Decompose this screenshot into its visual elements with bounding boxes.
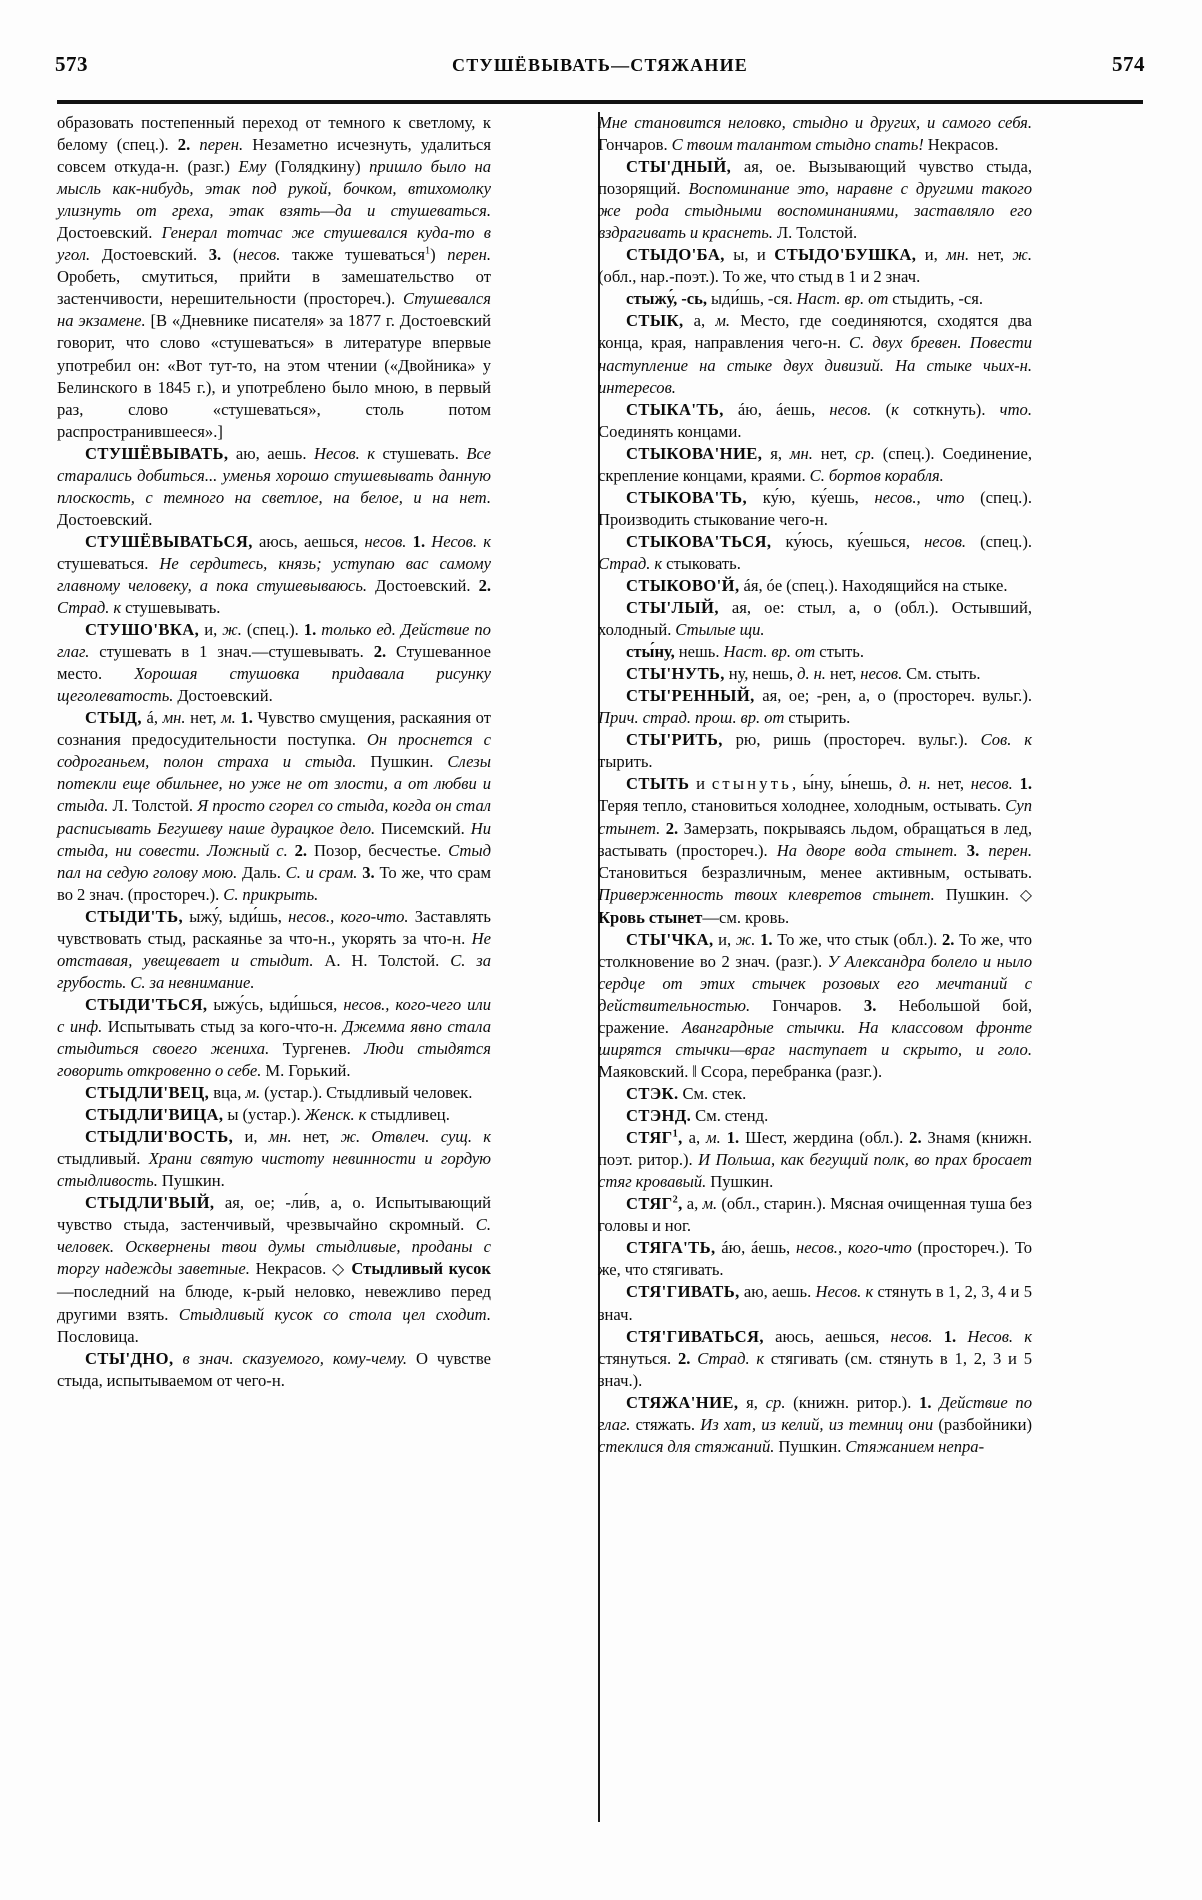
dictionary-entry: СТЯЖА'НИЕ, я, ср. (книжн. ритор.). 1. Действие по глаг. стяжать. Из хат, из келий, из темниц они (разбойники) стеклися для стяжаний. Пушкин. Стяжанием непра- <box>598 1392 1033 1456</box>
dictionary-entry: СТУШО'ВКА, и, ж. (спец.). 1. только ед. Действие по глаг. стушевать в 1 знач.—стушевывать. 2. Стушеванное место. Хорошая стушовка придавала рисунку щеголеватость. Достоевский. <box>57 620 492 706</box>
right-column <box>598 112 1032 1837</box>
dictionary-entry: сты́ну, нешь. Наст. вр. от стыть. <box>626 642 864 662</box>
dictionary-entry: СТУШЁВЫВАТЬ, аю, аешь. Несов. к стушевать. Все старались добиться... уменья хорошо стушевывать данную плоскость, с темного на светлое, на белое, и на нет. Достоевский. <box>57 443 491 529</box>
dictionary-entry: СТЫДЛИ'ВОСТЬ, и, мн. нет, ж. Отвлеч. сущ. к стыдливый. Храни святую чистоту невинности и гордую стыдливость. Пушкин. <box>57 1127 491 1191</box>
dictionary-entry: СТЫД, á, мн. нет, м. 1. Чувство смущения, раскаяния от сознания предосудительности поступка. Он проснется с содроганьем, полон страха и стыда. Пушкин. Слезы потекли еще обильнее, но уже не от злости, а от любви и стыда. Л. Толстой. Я просто сгорел со стыда, когда он стал расписывать Бегушеву наше дурацкое дело. Писемский. Ни стыда, ни совести. Ложный с. 2. Позор, бесчестье. Стыд пал на седую голову мою. Даль. С. и срам. 3. То же, что срам во 2 знач. (простореч.). С. прикрыть. <box>57 708 492 904</box>
dictionary-entry: СТЫК, а, м. Место, где соединяются, сходятся два конца, края, направления чего-н. С. двух бревен. Повести наступление на стыке двух дивизий. На стыке чьих-н. интересов. <box>598 311 1032 397</box>
dictionary-entry: СТЫ'ДНЫЙ, ая, ое. Вызывающий чувство стыда, позорящий. Воспоминание это, наравне с другими такого же рода стыдными воспоминаниями, заставляло его вздрагивать и краснеть. Л. Толстой. <box>598 157 1032 243</box>
dictionary-entry: СТЫДЛИ'ВЕЦ, вца, м. (устар.). Стыдливый человек. <box>85 1083 473 1103</box>
dictionary-entry: СТЫДИ'ТЬ, ыжу́, ыди́шь, несов., кого-что. Заставлять чувствовать стыд, раскаянье за что-н., укорять за что-н. Не отставая, увещевает и стыдит. А. Н. Толстой. С. за грубость. С. за невнимание. <box>57 906 492 992</box>
running-head: СТУШЁВЫВАТЬ—СТЯЖАНИЕ <box>452 55 748 75</box>
dictionary-entry: СТЫКОВА'ТЬСЯ, ку́юсь, ку́ешься, несов. (спец.). Страд. к стыковать. <box>598 531 1032 573</box>
dictionary-entry: СТЫТЬ и стынуть, ы́ну, ы́нешь, д. н. нет, несов. 1. Теряя тепло, становиться холоднее, холодным, остывать. Суп стынет. 2. Замерзать, покрываясь льдом, обращаться в лед, застывать (простореч.). На дворе вода стынет. 3. перен. Становиться безразличным, менее активным, остывать. Приверженность твоих клевретов стынет. Пушкин. ◇ Кровь стынет—см. кровь. <box>598 774 1033 927</box>
folio-right: 574 <box>1112 52 1145 76</box>
dictionary-entry: СТЫКОВА'ТЬ, ку́ю, ку́ешь, несов., что (спец.). Производить стыкование чего-н. <box>598 487 1032 529</box>
dictionary-entry: стыжу́, -сь, ыди́шь, -ся. Наст. вр. от стыдить, -ся. <box>626 289 983 309</box>
dictionary-entry: СТЫ'ДНО, в знач. сказуемого, кому-чему. О чувстве стыда, испытываемом от чего-н. <box>57 1348 492 1390</box>
dictionary-entry: СТЭНД. См. стенд. <box>626 1106 769 1126</box>
dictionary-entry: СТЫ'РЕННЫЙ, ая, ое; -рен, а, о (простореч. вульг.). Прич. страд. прош. вр. от стырить. <box>598 686 1032 728</box>
left-column <box>57 112 491 1837</box>
dictionary-entry: СТЫКОВА'НИЕ, я, мн. нет, ср. (спец.). Соединение, скрепление концами, краями. С. бортов корабля. <box>598 443 1033 485</box>
entry-continuation: образовать постепенный переход от темного к светлому, к белому (спец.). 2. перен. Незаметно исчезнуть, удалиться совсем откуда-н. (разг.) Ему (Голядкину) пришло было на мысль как-нибудь, этак под рукой, бочком, втихомолку улизнуть от греха, этак взять—да и стушеваться. Достоевский. Генерал тотчас же стушевался куда-то в угол. Достоевский. 3. (несов. также тушеваться$^1$) перен. Оробеть, смутиться, прийти в замешательство от застенчивости, нерешительности (простореч.). Стушевался на экзамене. [В «Дневнике писателя» за 1877 г. Достоевский говорит, что слово «стушеваться» в литературе впервые употребил он: «Вот тут-то, на этом чтении («Двойника» у Белинского в 1845 г.), и употреблено было мною, в первый раз, слово «стушеваться», столь потом распространившееся».] <box>57 113 492 441</box>
dictionary-entry: СТЫ'НУТЬ, ну, нешь, д. н. нет, несов. См. стыть. <box>626 664 981 684</box>
dictionary-entry: СТЯ'ГИВАТЬСЯ, аюсь, аешься, несов. 1. Несов. к стянуться. 2. Страд. к стягивать (см. стянуть в 1, 2, 3 и 5 знач.). <box>598 1326 1032 1390</box>
dictionary-entry: СТУШЁВЫВАТЬСЯ, аюсь, аешься, несов. 1. Несов. к стушеваться. Не сердитесь, князь; уступаю вас самому главному человеку, а пока стушевываюсь. Достоевский. 2. Страд. к стушевывать. <box>57 531 492 618</box>
page-header <box>55 52 1145 84</box>
columns-container <box>57 112 1143 1837</box>
dictionary-entry: СТЫ'ЧКА, и, ж. 1. То же, что стык (обл.). 2. То же, что столкновение во 2 знач. (разг.). У Александра болело и ныло сердце от этих стычек розовых его мечтаний с действительностью. Гончаров. 3. Небольшой бой, сражение. Авангардные стычки. На классовом фронте ширятся стычки—враг наступает и скрыто, и голо. Маяковский. ‖ Ссора, перебранка (разг.). <box>598 929 1033 1082</box>
dictionary-entry: СТЫДЛИ'ВИЦА, ы (устар.). Женск. к стыдливец. <box>85 1105 450 1125</box>
dictionary-entry: СТЯ'ГИВАТЬ, аю, аешь. Несов. к стянуть в 1, 2, 3, 4 и 5 знач. <box>598 1282 1032 1324</box>
dictionary-entry: СТЯГА'ТЬ, áю, áешь, несов., кого-что (простореч.). То же, что стягивать. <box>598 1238 1033 1280</box>
dictionary-entry: СТЫ'ЛЫЙ, ая, ое: стыл, а, о (обл.). Остывший, холодный. Стылые щи. <box>598 598 1032 640</box>
entry-continuation: Мне становится неловко, стыдно и других, и самого себя. Гончаров. С твоим талантом стыдно спать! Некрасов. <box>598 113 1032 155</box>
dictionary-entry: СТЫДО'БА, ы, и СТЫДО'БУШКА, и, мн. нет, ж. (обл., нар.-поэт.). То же, что стыд в 1 и 2 знач. <box>598 245 1032 287</box>
dictionary-entry: СТЫКОВО'Й, áя, óе (спец.). Находящийся на стыке. <box>626 575 1008 595</box>
dictionary-entry: СТЭК. См. стек. <box>626 1084 747 1104</box>
dictionary-entry: СТЫКА'ТЬ, áю, áешь, несов. (к соткнуть). что. Соединять концами. <box>598 399 1033 441</box>
dictionary-entry: СТЫ'РИТЬ, рю, ришь (простореч. вульг.). Сов. к тырить. <box>598 730 1032 772</box>
dictionary-entry: СТЯГ$^1$, а, м. 1. Шест, жердина (обл.). 2. Знамя (книжн. поэт. ритор.). И Польша, как бегущий полк, во прах бросает стяг кровавый. Пушкин. <box>598 1128 1032 1192</box>
header-rule <box>57 100 1143 104</box>
folio-left: 573 <box>55 52 88 76</box>
dictionary-entry: СТЫДЛИ'ВЫЙ, ая, ое; -ли́в, а, о. Испытывающий чувство стыда, застенчивый, чрезвычайно скромный. С. человек. Осквернены твои думы стыдливые, проданы с торгу надежды заветные. Некрасов. ◇ Стыдливый кусок—последний на блюде, к-рый неловко, невежливо перед другими взять. Стыдливый кусок со стола цел сходит. Пословица. <box>57 1193 491 1346</box>
dictionary-entry: СТЫДИ'ТЬСЯ, ыжу́сь, ыди́шься, несов., кого-чего или с инф. Испытывать стыд за кого-что-н. Джемма явно стала стыдиться своего жениха. Тургенев. Люди стыдятся говорить откровенно о себе. М. Горький. <box>57 994 491 1081</box>
dictionary-entry: СТЯГ$^2$, а, м. (обл., старин.). Мясная очищенная туша без головы и ног. <box>598 1194 1032 1236</box>
